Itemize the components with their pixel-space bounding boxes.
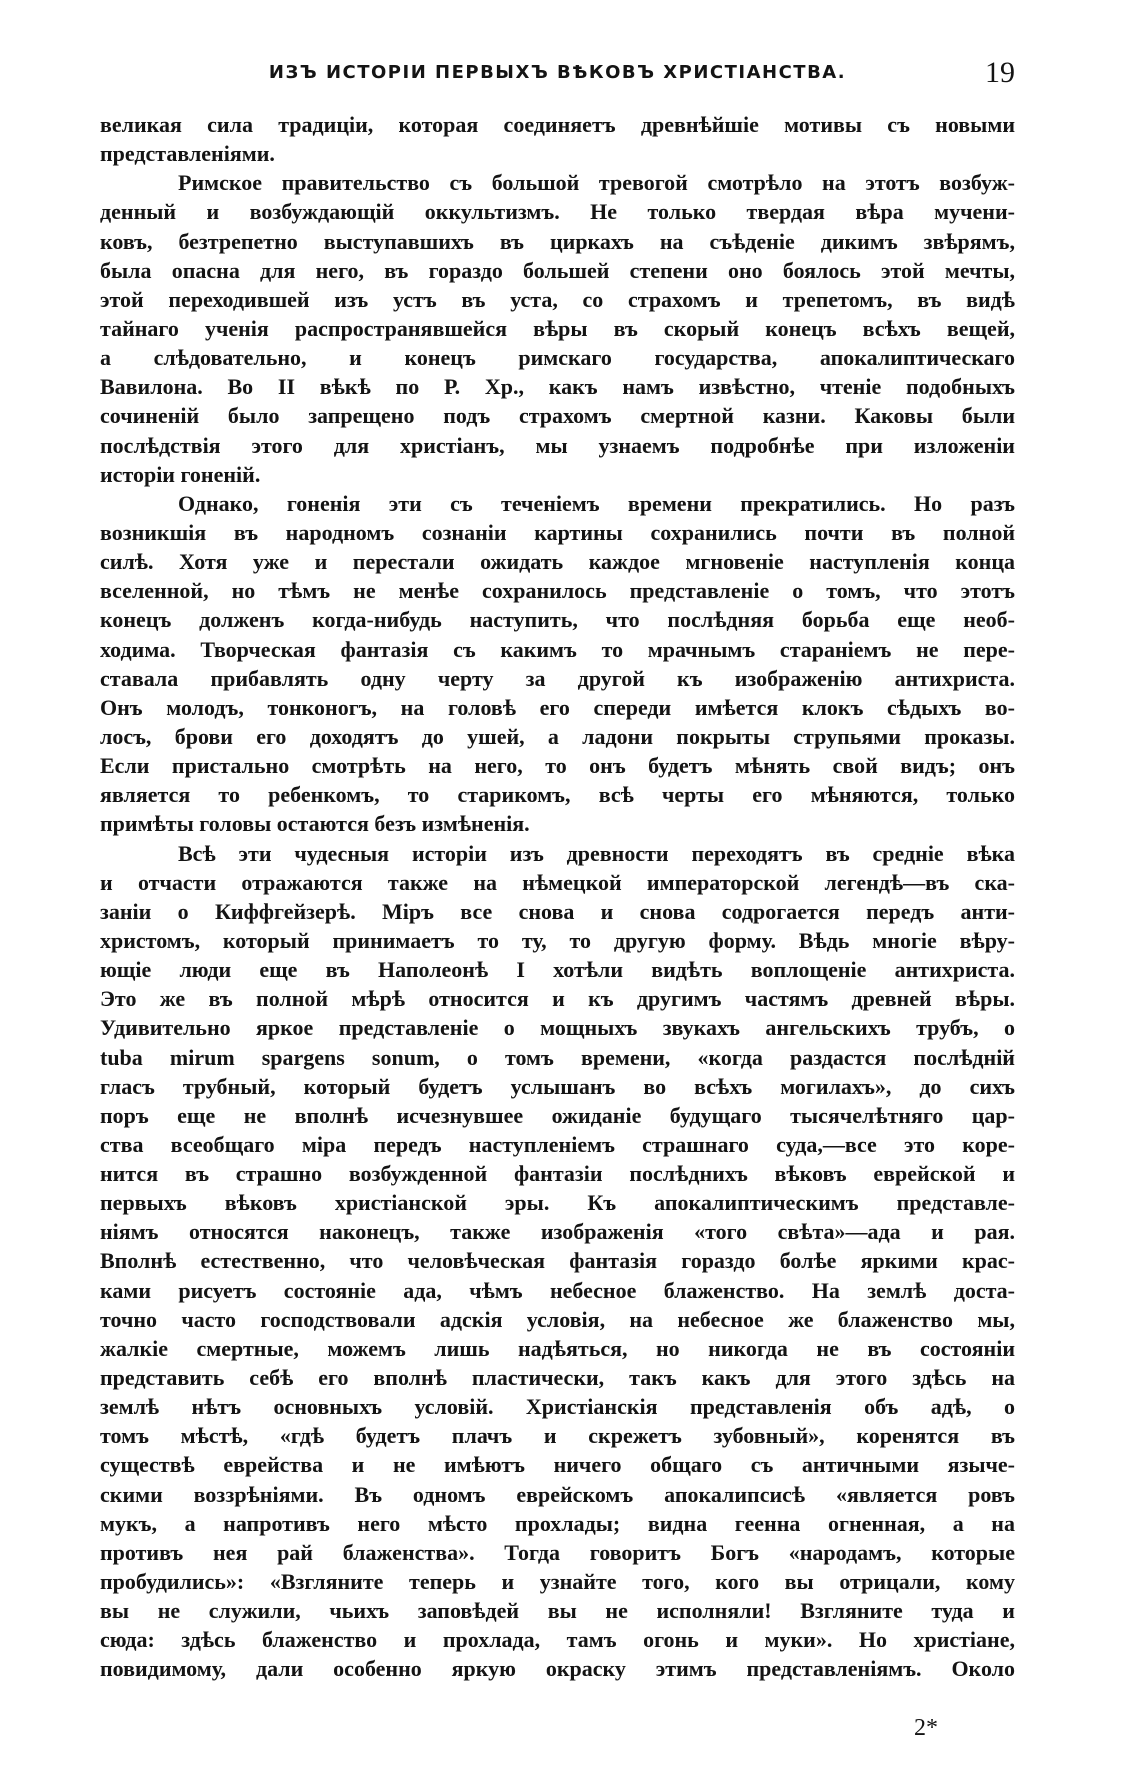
body-text (100, 110, 1015, 1684)
text-line: силѣ. Хотя уже и перестали ожидать каждое мгновеніе наступленія конца (100, 549, 1015, 575)
text-line: ющіе люди еще въ Наполеонѣ I хотѣли видѣть воплощеніе антихриста. (100, 957, 1015, 983)
text-line: мукъ, а напротивъ него мѣсто прохлады; видна геенна огненная, а на (100, 1510, 1015, 1536)
text-line: сочиненій было запрещено подъ страхомъ смертной казни. Каковы были (100, 403, 1015, 429)
text-line: скими воззрѣніями. Въ одномъ еврейскомъ апокалипсисѣ «является ровъ (100, 1481, 1015, 1507)
text-line: великая сила традиціи, которая соединяетъ древнѣйшіе мотивы съ новыми (100, 112, 1015, 137)
text-line: является то ребенкомъ, то старикомъ, всѣ черты его мѣняются, только (100, 782, 1015, 808)
text-line: ніямъ относятся наконецъ, также изображенія «того свѣта»—ада и рая. (100, 1219, 1015, 1245)
text-line: денный и возбуждающій оккультизмъ. Не только твердая вѣра мучени- (100, 199, 1015, 225)
text-line: нится въ страшно возбужденной фантазіи послѣднихъ вѣковъ еврейской и (100, 1161, 1015, 1187)
text-line: лосъ, брови его доходятъ до ушей, а ладони покрыты струпьями проказы. (100, 723, 1015, 749)
text-line: ковъ, безтрепетно выступавшихъ въ циркахъ на съѣденіе дикимъ звѣрямъ, (100, 228, 1015, 254)
text-line: поръ еще не вполнѣ исчезнувшее ожиданіе будущаго тысячелѣтняго цар- (100, 1102, 1015, 1128)
text-line: Онъ молодъ, тонконогъ, на головѣ его спереди имѣется клокъ сѣдыхъ во- (100, 694, 1015, 720)
text-line: представленіями. (100, 141, 275, 167)
text-line: послѣдствія этого для христіанъ, мы узнаемъ подробнѣе при изложеніи (100, 432, 1015, 458)
text-line: Вполнѣ естественно, что человѣческая фантазія гораздо болѣе яркими крас- (100, 1248, 1015, 1274)
text-line: Однако, гоненія эти съ теченіемъ времени прекратились. Но разъ (178, 490, 1015, 516)
text-line: вселенной, но тѣмъ не менѣе сохранилось представленіе о томъ, что этотъ (100, 578, 1015, 604)
text-line: Это же въ полной мѣрѣ относится и къ другимъ частямъ древней вѣры. (100, 986, 1015, 1012)
text-line: исторіи гоненій. (100, 461, 261, 487)
text-line: землѣ нѣтъ основныхъ условій. Христіанскія представленія объ адѣ, о (100, 1394, 1015, 1420)
text-line: а слѣдовательно, и конецъ римскаго государства, апокалиптическаго (100, 345, 1015, 371)
text-line: первыхъ вѣковъ христіанской эры. Къ апокалиптическимъ представле- (100, 1190, 1015, 1216)
running-header (100, 58, 1015, 98)
text-line: конецъ долженъ когда-нибудь наступить, что послѣдняя борьба еще необ- (100, 607, 1015, 633)
text-line: христомъ, который принимаетъ то ту, то другую форму. Вѣдь многіе вѣру- (100, 927, 1015, 953)
printer-signature-mark: 2* (914, 1715, 938, 1741)
text-line: тайнаго ученія распространявшейся вѣры въ скорый конецъ всѣхъ вещей, (100, 315, 1015, 341)
page-number: 19 (985, 56, 1015, 89)
text-line: сюда: здѣсь блаженство и прохлада, тамъ огонь и муки». Но христіане, (100, 1627, 1015, 1653)
text-line: существѣ еврейства и не имѣютъ ничего общаго съ античными языче- (100, 1452, 1015, 1478)
text-line: Вавилона. Во II вѣкѣ по Р. Хр., какъ намъ извѣстно, чтеніе подобныхъ (100, 374, 1015, 400)
text-line: ками рисуетъ состояніе ада, чѣмъ небесное блаженство. На землѣ доста- (100, 1277, 1015, 1303)
text-line: ставала прибавлять одну черту за другой къ изображенію антихриста. (100, 665, 1015, 691)
text-line: заніи о Киффгейзерѣ. Міръ все снова и снова содрогается передъ анти- (100, 898, 1015, 924)
text-line: гласъ трубный, который будетъ услышанъ во всѣхъ могилахъ», до сихъ (100, 1073, 1015, 1099)
text-line: этой переходившей изъ устъ въ уста, со страхомъ и трепетомъ, въ видѣ (100, 286, 1015, 312)
text-line: была опасна для него, въ гораздо большей степени оно боялось этой мечты, (100, 257, 1015, 283)
text-line: возникшія въ народномъ сознаніи картины сохранились почти въ полной (100, 519, 1015, 545)
text-line: Римское правительство съ большой тревогой смотрѣло на этотъ возбуж- (178, 170, 1015, 196)
text-line: Всѣ эти чудесныя исторіи изъ древности переходятъ въ средніе вѣка (178, 840, 1015, 866)
text-line: Если пристально смотрѣть на него, то онъ будетъ мѣнять свой видъ; онъ (100, 753, 1015, 779)
running-title: ИЗЪ ИСТОРІИ ПЕРВЫХЪ ВѢКОВЪ ХРИСТІАНСТВА. (268, 62, 847, 83)
text-line: ства всеобщаго міра передъ наступленіемъ страшнаго суда,—все это коре- (100, 1131, 1015, 1157)
text-line: точно часто господствовали адскія условія, на небесное же блаженство мы, (100, 1306, 1015, 1332)
text-line: tuba mirum spargens sonum, о томъ времени, «когда раздастся послѣдній (100, 1044, 1015, 1070)
text-line: и отчасти отражаются также на нѣмецкой императорской легендѣ—въ ска- (100, 869, 1015, 895)
text-line: ходима. Творческая фантазія съ какимъ то мрачнымъ стараніемъ не пере- (100, 636, 1015, 662)
text-line: жалкіе смертные, можемъ лишь надѣяться, но никогда не въ состояніи (100, 1335, 1015, 1361)
text-line: Удивительно яркое представленіе о мощныхъ звукахъ ангельскихъ трубъ, о (100, 1015, 1015, 1041)
text-line: повидимому, дали особенно яркую окраску этимъ представленіямъ. Около (100, 1656, 1015, 1682)
text-line: пробудились»: «Взгляните теперь и узнайте того, кого вы отрицали, кому (100, 1569, 1015, 1595)
text-line: вы не служили, чьихъ заповѣдей вы не исполняли! Взгляните туда и (100, 1598, 1015, 1624)
text-line: представить себѣ его вполнѣ пластически, такъ какъ для этого здѣсь на (100, 1365, 1015, 1391)
text-line: томъ мѣстѣ, «гдѣ будетъ плачъ и скрежетъ зубовный», коренятся въ (100, 1423, 1015, 1449)
text-line: противъ нея рай блаженства». Тогда говоритъ Богъ «народамъ, которые (100, 1539, 1015, 1565)
text-line: примѣты головы остаются безъ измѣненія. (100, 811, 530, 837)
